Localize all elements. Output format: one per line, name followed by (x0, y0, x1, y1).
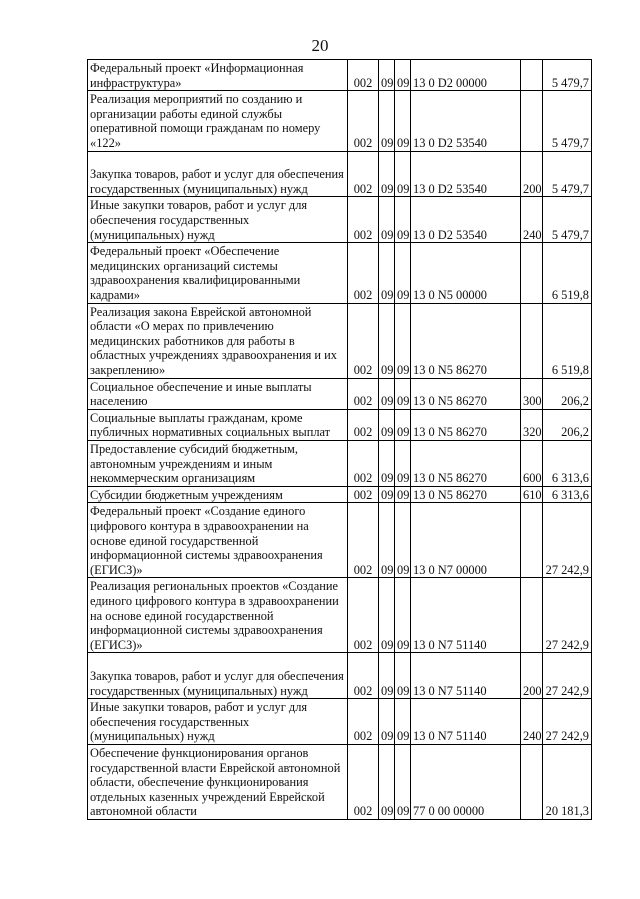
row-name-cell: Федеральный проект «Создание единого цифрового контура в здравоохранении на основе единой государственной информационной системы здравоохранения (ЕГИСЗ)» (88, 503, 348, 578)
row-subsection-cell: 09 (395, 151, 411, 197)
row-section-cell: 09 (379, 60, 395, 91)
row-subsection-cell: 09 (395, 578, 411, 653)
row-section-cell: 09 (379, 744, 395, 819)
row-subsection-cell: 09 (395, 378, 411, 409)
row-amount-cell: 6 519,8 (543, 303, 592, 378)
row-target-article-cell: 13 0 N7 51140 (411, 578, 521, 653)
row-name-cell: Реализация мероприятий по созданию и организации работы единой службы оперативной помощи гражданам по номеру «122» (88, 91, 348, 151)
row-section-cell: 09 (379, 378, 395, 409)
row-name-cell: Реализация закона Еврейской автономной области «О мерах по привлечению медицинских работников для работы в областных учреждениях здравоохранения и их закреплению» (88, 303, 348, 378)
row-grbs-cell: 002 (348, 243, 379, 303)
row-name-cell: Иные закупки товаров, работ и услуг для обеспечения государственных (муниципальных) нужд (88, 699, 348, 745)
row-expense-type-cell: 610 (521, 486, 543, 503)
row-subsection-cell: 09 (395, 91, 411, 151)
row-target-article-cell: 13 0 D2 53540 (411, 197, 521, 243)
row-section-cell: 09 (379, 486, 395, 503)
row-expense-type-cell: 200 (521, 151, 543, 197)
row-expense-type-cell (521, 503, 543, 578)
table-row (88, 503, 592, 578)
row-amount-cell: 27 242,9 (543, 699, 592, 745)
row-subsection-cell: 09 (395, 699, 411, 745)
table-row (88, 303, 592, 378)
row-section-cell: 09 (379, 578, 395, 653)
row-amount-cell: 5 479,7 (543, 60, 592, 91)
row-grbs-cell: 002 (348, 486, 379, 503)
budget-table (87, 59, 592, 820)
row-target-article-cell: 13 0 N5 86270 (411, 440, 521, 486)
row-name-cell: Субсидии бюджетным учреждениям (88, 486, 348, 503)
table-row (88, 378, 592, 409)
row-amount-cell: 5 479,7 (543, 197, 592, 243)
row-name-cell: Социальное обеспечение и иные выплаты населению (88, 378, 348, 409)
row-expense-type-cell (521, 60, 543, 91)
row-expense-type-cell: 200 (521, 653, 543, 699)
table-row (88, 744, 592, 819)
row-subsection-cell: 09 (395, 409, 411, 440)
row-grbs-cell: 002 (348, 197, 379, 243)
row-subsection-cell: 09 (395, 503, 411, 578)
row-amount-cell: 206,2 (543, 409, 592, 440)
row-target-article-cell: 13 0 N5 86270 (411, 409, 521, 440)
table-row (88, 409, 592, 440)
row-grbs-cell: 002 (348, 699, 379, 745)
row-target-article-cell: 13 0 N5 86270 (411, 486, 521, 503)
row-section-cell: 09 (379, 91, 395, 151)
row-amount-cell: 20 181,3 (543, 744, 592, 819)
row-target-article-cell: 13 0 D2 53540 (411, 151, 521, 197)
row-expense-type-cell (521, 243, 543, 303)
row-amount-cell: 6 313,6 (543, 486, 592, 503)
row-expense-type-cell: 600 (521, 440, 543, 486)
row-target-article-cell: 13 0 N5 86270 (411, 303, 521, 378)
row-grbs-cell: 002 (348, 440, 379, 486)
table-row (88, 578, 592, 653)
table-row (88, 440, 592, 486)
row-amount-cell: 6 313,6 (543, 440, 592, 486)
row-subsection-cell: 09 (395, 486, 411, 503)
table-row (88, 151, 592, 197)
row-section-cell: 09 (379, 699, 395, 745)
row-section-cell: 09 (379, 151, 395, 197)
row-target-article-cell: 13 0 D2 53540 (411, 91, 521, 151)
row-name-cell: Иные закупки товаров, работ и услуг для обеспечения государственных (муниципальных) нужд (88, 197, 348, 243)
row-target-article-cell: 13 0 D2 00000 (411, 60, 521, 91)
table-row (88, 653, 592, 699)
budget-table-body (88, 60, 592, 820)
row-grbs-cell: 002 (348, 409, 379, 440)
table-row (88, 91, 592, 151)
row-grbs-cell: 002 (348, 503, 379, 578)
table-row (88, 486, 592, 503)
row-amount-cell: 5 479,7 (543, 151, 592, 197)
row-grbs-cell: 002 (348, 578, 379, 653)
row-expense-type-cell: 240 (521, 699, 543, 745)
row-expense-type-cell: 320 (521, 409, 543, 440)
row-expense-type-cell: 300 (521, 378, 543, 409)
row-name-cell: Федеральный проект «Информационная инфраструктура» (88, 60, 348, 91)
row-name-cell: Реализация региональных проектов «Создание единого цифрового контура в здравоохранении на основе единой государственной информационной системы здравоохранения (ЕГИСЗ)» (88, 578, 348, 653)
row-grbs-cell: 002 (348, 744, 379, 819)
row-subsection-cell: 09 (395, 197, 411, 243)
row-amount-cell: 6 519,8 (543, 243, 592, 303)
row-expense-type-cell (521, 744, 543, 819)
row-expense-type-cell (521, 303, 543, 378)
row-target-article-cell: 77 0 00 00000 (411, 744, 521, 819)
table-row (88, 197, 592, 243)
row-name-cell: Федеральный проект «Обеспечение медицинских организаций системы здравоохранения квалифицированными кадрами» (88, 243, 348, 303)
row-section-cell: 09 (379, 409, 395, 440)
row-subsection-cell: 09 (395, 243, 411, 303)
row-expense-type-cell: 240 (521, 197, 543, 243)
row-name-cell: Социальные выплаты гражданам, кроме публичных нормативных социальных выплат (88, 409, 348, 440)
row-amount-cell: 206,2 (543, 378, 592, 409)
row-amount-cell: 27 242,9 (543, 578, 592, 653)
row-grbs-cell: 002 (348, 60, 379, 91)
row-expense-type-cell (521, 91, 543, 151)
row-subsection-cell: 09 (395, 653, 411, 699)
table-row (88, 243, 592, 303)
row-target-article-cell: 13 0 N7 51140 (411, 699, 521, 745)
row-grbs-cell: 002 (348, 303, 379, 378)
row-section-cell: 09 (379, 503, 395, 578)
row-subsection-cell: 09 (395, 440, 411, 486)
row-amount-cell: 27 242,9 (543, 503, 592, 578)
row-section-cell: 09 (379, 197, 395, 243)
row-amount-cell: 27 242,9 (543, 653, 592, 699)
row-subsection-cell: 09 (395, 60, 411, 91)
row-grbs-cell: 002 (348, 91, 379, 151)
row-expense-type-cell (521, 578, 543, 653)
table-row (88, 60, 592, 91)
row-subsection-cell: 09 (395, 303, 411, 378)
row-section-cell: 09 (379, 440, 395, 486)
row-target-article-cell: 13 0 N7 51140 (411, 653, 521, 699)
row-grbs-cell: 002 (348, 653, 379, 699)
row-target-article-cell: 13 0 N5 86270 (411, 378, 521, 409)
row-section-cell: 09 (379, 653, 395, 699)
row-name-cell: Закупка товаров, работ и услуг для обеспечения государственных (муниципальных) нужд (88, 151, 348, 197)
page-number: 20 (311, 36, 329, 55)
row-name-cell: Предоставление субсидий бюджетным, автономным учреждениям и иным некоммерческим организациям (88, 440, 348, 486)
row-section-cell: 09 (379, 243, 395, 303)
row-subsection-cell: 09 (395, 744, 411, 819)
row-target-article-cell: 13 0 N7 00000 (411, 503, 521, 578)
row-name-cell: Обеспечение функционирования органов государственной власти Еврейской автономной области, обеспечение функционирования отдельных казенных учреждений Еврейской автономной области (88, 744, 348, 819)
row-grbs-cell: 002 (348, 378, 379, 409)
table-row (88, 699, 592, 745)
row-target-article-cell: 13 0 N5 00000 (411, 243, 521, 303)
row-amount-cell: 5 479,7 (543, 91, 592, 151)
row-section-cell: 09 (379, 303, 395, 378)
row-name-cell: Закупка товаров, работ и услуг для обеспечения государственных (муниципальных) нужд (88, 653, 348, 699)
row-grbs-cell: 002 (348, 151, 379, 197)
